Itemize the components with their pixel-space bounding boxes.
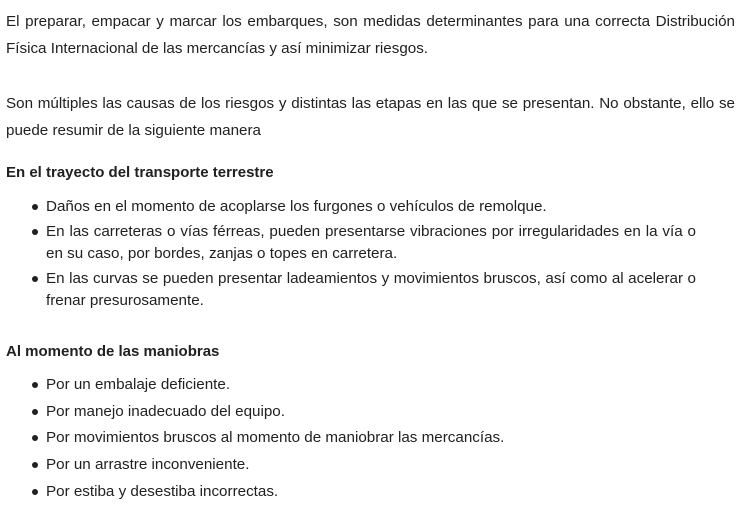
list-item-text: En las carreteras o vías férreas, pueden presentarse vibraciones por irregularidades en la vía o en su caso, por bordes, zanjas o topes en carretera. [46,223,696,262]
list-item [30,481,696,503]
land-transport-list [30,196,696,315]
list-item-text: Por estiba y desestiba incorrectas. [46,482,279,500]
list-item-text: Por un arrastre inconveniente. [46,456,250,474]
section-heading-land-transport: En el trayecto del transporte terrestre [6,164,274,181]
list-item-text: Por un embalaje deficiente. [46,376,231,393]
list-item [30,454,696,476]
bullet-icon [32,229,38,235]
bullet-icon [32,409,38,415]
list-item-text: Por manejo inadecuado del equipo. [46,402,285,420]
list-item [30,374,696,396]
bullet-icon [32,435,38,441]
section-heading-maneuvers: Al momento de las maniobras [6,343,220,360]
causes-paragraph: Son múltiples las causas de los riesgos y distintas las etapas en las que se presentan. No obstante, ello se puede resumir de la siguiente manera [6,95,735,139]
list-item [30,221,696,265]
bullet-icon [32,489,38,495]
intro-paragraph: El preparar, empacar y marcar los embarques, son medidas determinantes para una correcta Distribución Física Internacional de las mercancías y así minimizar riesgos. [6,13,735,57]
bullet-icon [32,382,38,388]
list-item [30,427,696,449]
bullet-icon [32,276,38,282]
maneuvers-list [30,374,696,507]
list-item [30,401,696,423]
bullet-icon [32,204,38,210]
list-item [30,268,696,312]
bullet-icon [32,462,38,468]
list-item [30,196,696,218]
list-item-text: Por movimientos bruscos al momento de maniobrar las mercancías. [46,429,505,447]
list-item-text: Daños en el momento de acoplarse los furgones o vehículos de remolque. [46,198,547,215]
list-item-text: En las curvas se pueden presentar ladeamientos y movimientos bruscos, así como al acelerar o frenar presurosamente. [46,270,696,309]
